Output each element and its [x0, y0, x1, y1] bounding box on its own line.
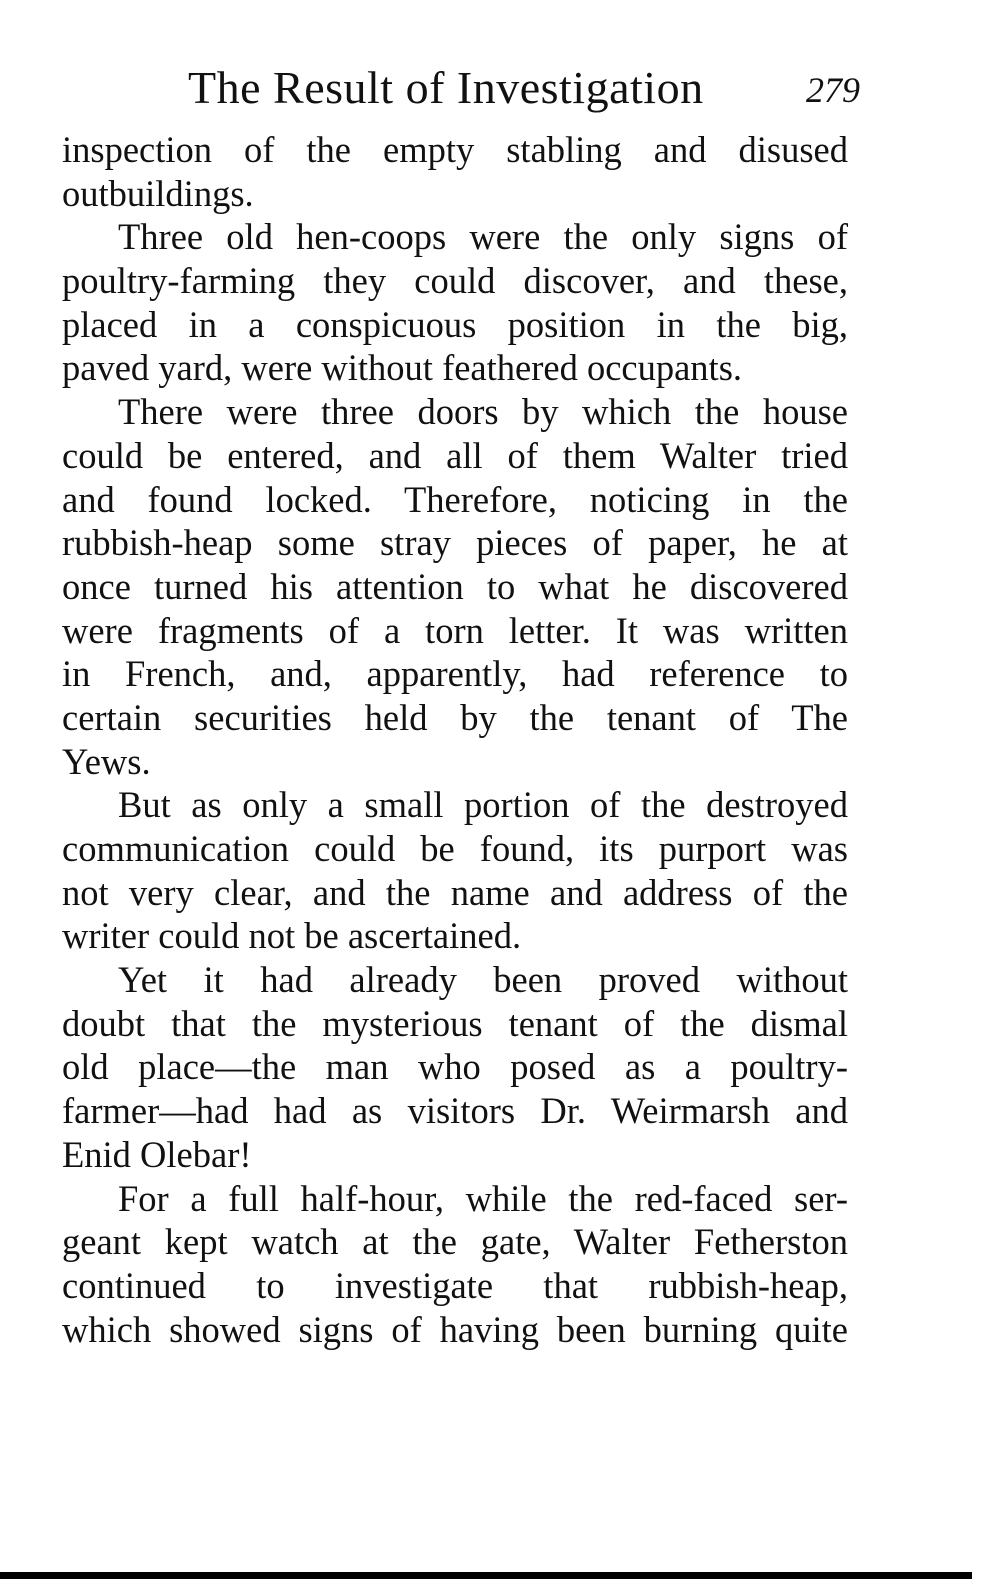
text-line: Enid Olebar!: [62, 1133, 252, 1175]
text-line: in French, and, apparently, had reference to: [62, 653, 848, 695]
text-line: once turned his attention to what he discovered: [62, 565, 848, 607]
text-line: There were three doors by which the house: [118, 391, 848, 433]
text-line: communication could be found, its purport was: [62, 828, 848, 869]
text-line: continued to investigate that rubbish-heap,: [62, 1264, 848, 1306]
text-line: inspection of the empty stabling and disused: [62, 129, 848, 170]
text-line: doubt that the mysterious tenant of the dismal: [62, 1002, 848, 1044]
text-line: which showed signs of having been burning quite: [62, 1308, 848, 1350]
text-line: not very clear, and the name and address of the: [62, 871, 848, 913]
text-line: were fragments of a torn letter. It was written: [62, 609, 848, 651]
text-line: Yet it had already been proved without: [118, 959, 848, 1001]
text-line: rubbish-heap some stray pieces of paper, he at: [62, 522, 848, 564]
bottom-rule: [0, 1572, 972, 1579]
text-line: placed in a conspicuous position in the big,: [62, 303, 848, 345]
chapter-title: The Result of Investigation: [188, 62, 704, 113]
text-line: For a full half-hour, while the red-faced ser-: [118, 1177, 848, 1219]
text-line: poultry-farming they could discover, and these,: [62, 260, 848, 302]
text-line: old place—the man who posed as a poultry-: [62, 1046, 848, 1088]
text-line: Yews.: [62, 740, 151, 782]
text-line: writer could not be ascertained.: [62, 915, 522, 957]
text-line: and found locked. Therefore, noticing in the: [62, 478, 848, 520]
text-line: geant kept watch at the gate, Walter Fetherston: [62, 1221, 848, 1263]
text-line: outbuildings.: [62, 172, 254, 214]
text-line: Three old hen-coops were the only signs of: [118, 216, 848, 258]
text-line: paved yard, were without feathered occupants.: [62, 347, 743, 389]
body-text: [62, 128, 848, 1351]
running-head: [60, 58, 860, 118]
text-line: certain securities held by the tenant of The: [62, 696, 848, 738]
text-line: farmer—had had as visitors Dr. Weirmarsh and: [62, 1090, 848, 1132]
page-number: 279: [806, 70, 860, 110]
text-line: could be entered, and all of them Walter tried: [62, 434, 848, 476]
text-line: But as only a small portion of the destroyed: [118, 784, 848, 826]
